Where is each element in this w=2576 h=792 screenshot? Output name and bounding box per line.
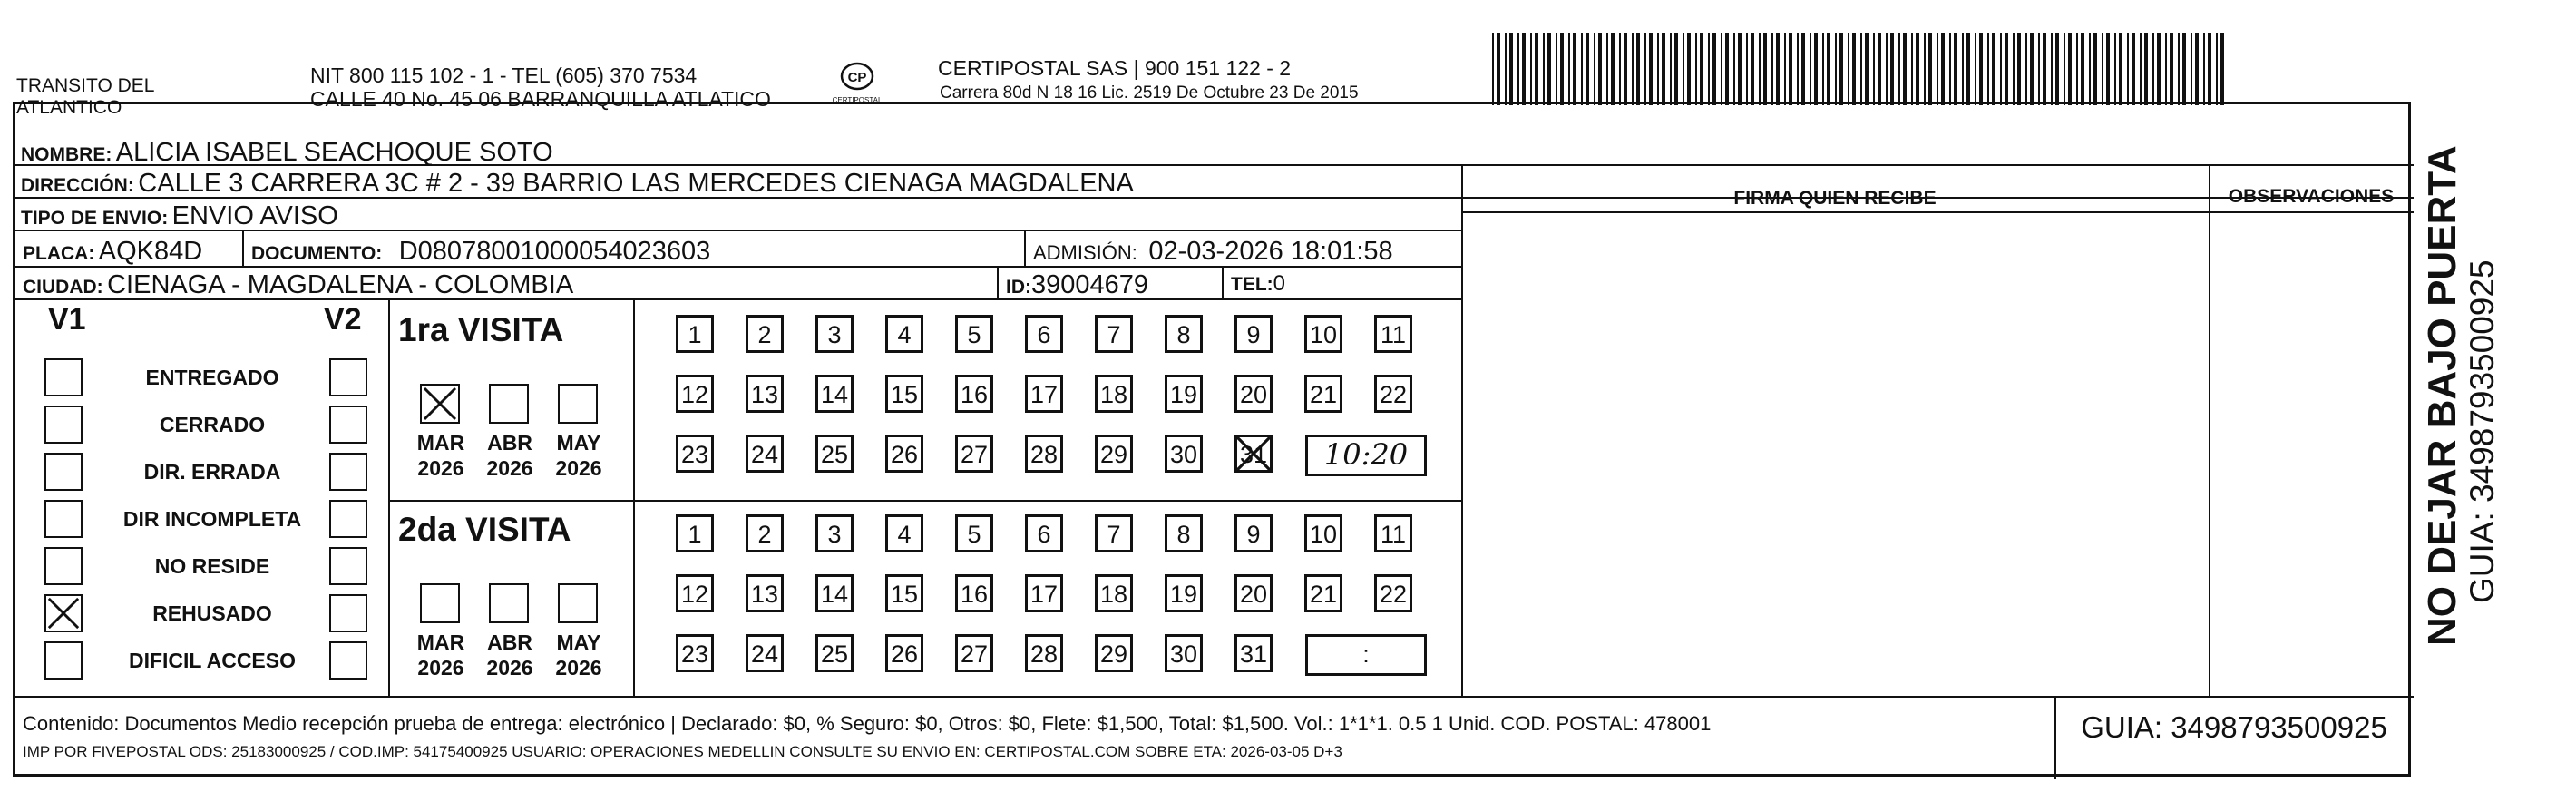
barcode-bar [2152,33,2154,105]
barcode-bar [1848,33,1849,105]
barcode-bar [1568,33,1570,105]
barcode-bar [1759,33,1761,105]
day-box-3[interactable]: 3 [815,514,854,552]
signature-area[interactable] [1465,215,2205,694]
day-box-12[interactable]: 12 [676,375,714,413]
barcode-bar [1873,33,1875,105]
day-box-4[interactable]: 4 [885,315,923,353]
barcode-bar [2119,33,2122,105]
month-checkbox[interactable] [420,583,460,623]
barcode-bar [1687,33,1691,105]
barcode-bar [1865,33,1869,105]
barcode-bar [2195,33,2199,105]
v1-checkbox[interactable] [44,453,83,491]
observations-header: OBSERVACIONES [2228,186,2395,207]
barcode-bar [1860,33,1862,105]
day-box-27[interactable]: 27 [955,634,993,672]
day-box-22[interactable]: 22 [1374,375,1412,413]
day-box-21[interactable]: 21 [1304,574,1342,612]
barcode-bar [1797,33,1799,105]
barcode-bar [1890,33,1894,105]
barcode-bar [1624,33,1627,105]
month-year: 2026 [555,456,602,480]
barcode-bar [2000,33,2002,105]
day-box-7[interactable]: 7 [1095,514,1133,552]
barcode-bar [1632,33,1634,105]
barcode-bar [1937,33,1938,105]
barcode-bar [1941,33,1945,105]
reason-label: REHUSADO [152,601,272,625]
admission-value: 02-03-2026 18:01:58 [1148,237,1393,266]
day-box-30[interactable]: 30 [1165,634,1203,672]
city-label: CIUDAD: [23,277,103,298]
barcode-bar [2178,33,2180,105]
barcode-bar [1789,33,1792,105]
barcode-bar [1560,33,1564,105]
barcode-bar [1581,33,1583,105]
day-box-15[interactable]: 15 [885,574,923,612]
admission-cell [1026,231,1461,266]
document-value: D08078001000054023603 [398,237,711,266]
barcode-bar [2038,33,2040,105]
barcode-bar [1636,33,1640,105]
barcode-bar [2144,33,2148,105]
day-box-12[interactable]: 12 [676,574,714,612]
name-row [15,134,2414,166]
month-checkbox[interactable] [489,384,529,424]
day-box-7[interactable]: 7 [1095,315,1133,353]
month-year: 2026 [555,656,602,680]
delivery-form [13,102,2411,777]
barcode [1492,33,2231,105]
day-box-31[interactable]: 31 [1234,435,1273,473]
day-box-29[interactable]: 29 [1095,435,1133,473]
barcode-bar [1644,33,1646,105]
v2-checkbox[interactable] [329,358,367,396]
send-type-row [15,199,1461,231]
barcode-bar [1708,33,1710,105]
city-value: CIENAGA - MAGDALENA - COLOMBIA [107,270,574,299]
v2-label: V2 [324,302,362,337]
day-box-22[interactable]: 22 [1374,574,1412,612]
month-year: 2026 [417,456,464,480]
barcode-bar [1987,33,1989,105]
barcode-bar [2132,33,2135,105]
barcode-bar [2025,33,2027,105]
barcode-bar [2089,33,2091,105]
day-box-9[interactable]: 9 [1234,514,1273,552]
send-type: ENVIO AVISO [171,201,338,230]
barcode-bar [1979,33,1983,105]
signature-header: FIRMA QUIEN RECIBE [1733,188,1937,209]
day-box-16[interactable]: 16 [955,375,993,413]
city-cell [15,268,999,298]
recipient-address: CALLE 3 CARRERA 3C # 2 - 39 BARRIO LAS MERCEDES CIENAGA MAGDALENA [138,169,1134,198]
barcode-bar [1700,33,1703,105]
barcode-bar [1497,33,1500,105]
barcode-bar [1573,33,1576,105]
v1-checkbox[interactable] [44,500,83,538]
barcode-bar [1916,33,1919,105]
day-box-31[interactable]: 31 [1234,634,1273,672]
day-box-9[interactable]: 9 [1234,315,1273,353]
day-box-24[interactable]: 24 [746,634,784,672]
document-label: DOCUMENTO: [251,243,383,264]
day-box-19[interactable]: 19 [1165,375,1203,413]
time-box[interactable]: : [1305,634,1427,676]
barcode-bar [2191,33,2192,105]
day-box-26[interactable]: 26 [885,435,923,473]
month-label: MAR [416,631,465,654]
barcode-bar [1886,33,1888,105]
day-box-26[interactable]: 26 [885,634,923,672]
barcode-bar [1670,33,1672,105]
day-box-17[interactable]: 17 [1025,574,1063,612]
sender-name-line1: TRANSITO DEL [16,75,155,96]
contents-line: Contenido: Documentos Medio recepción prueba de entrega: electrónico | Declarado: $0, % Seguro: $0, Otros: $0, Flete: $1,500, Total: $1,500. Vol.: 1*1*1. 0.5 1 Unid. COD. POSTAL: 478001 [23,712,1712,735]
barcode-bar [1975,33,1976,105]
barcode-bar [1733,33,1735,105]
sender-address: CALLE 40 No. 45 06 BARRANQUILLA ATLATICO [310,87,771,111]
barcode-bar [2220,33,2224,105]
plate-value: AQK84D [98,237,203,266]
barcode-bar [2064,33,2065,105]
barcode-bar [1535,33,1538,105]
v2-checkbox[interactable] [329,406,367,444]
barcode-bar [2203,33,2205,105]
barcode-bar [1657,33,1659,105]
day-box-20[interactable]: 20 [1234,574,1273,612]
recipient-name: ALICIA ISABEL SEACHOQUE SOTO [115,138,553,167]
barcode-bar [1619,33,1621,105]
barcode-bar [2076,33,2078,105]
day-box-18[interactable]: 18 [1095,574,1133,612]
sender-nit: NIT 800 115 102 - 1 - TEL (605) 370 7534 [310,64,698,87]
tel-value: 0 [1273,271,1286,296]
barcode-bar [2157,33,2161,105]
barcode-bar [1776,33,1780,105]
day-box-5[interactable]: 5 [955,514,993,552]
reason-label: DIR. ERRADA [143,460,281,484]
barcode-bar [2106,33,2110,105]
barcode-bar [1801,33,1805,105]
barcode-bar [1598,33,1602,105]
barcode-bar [1839,33,1843,105]
barcode-bar [2013,33,2015,105]
tel-label: TEL: [1231,274,1273,295]
day-box-8[interactable]: 8 [1165,514,1203,552]
barcode-bar [2093,33,2097,105]
barcode-bar [1738,33,1742,105]
v1-checkbox[interactable] [44,641,83,680]
day-box-10[interactable]: 10 [1304,315,1342,353]
barcode-bar [1784,33,1786,105]
day-box-14[interactable]: 14 [815,375,854,413]
day-box-18[interactable]: 18 [1095,375,1133,413]
barcode-bar [2005,33,2008,105]
id-value: 39004679 [1031,270,1149,299]
day-box-13[interactable]: 13 [746,375,784,413]
day-box-30[interactable]: 30 [1165,435,1203,473]
send-type-label: TIPO DE ENVIO: [21,208,169,229]
footer-guide: GUIA: 3498793500925 [2081,710,2387,744]
barcode-bar [1746,33,1748,105]
reason-label: ENTREGADO [145,366,279,389]
reason-label: DIFICIL ACCESO [128,649,296,672]
barcode-bar [1878,33,1881,105]
barcode-bar [1721,33,1722,105]
barcode-bar [1827,33,1830,105]
barcode-bar [1543,33,1545,105]
barcode-bar [1695,33,1697,105]
id-label: ID: [1006,277,1031,298]
barcode-bar [2081,33,2084,105]
tel-cell [1224,268,1461,298]
v1-label: V1 [48,302,86,337]
sender-name-line2: ATLANTICO [16,97,122,118]
print-line: IMP POR FIVEPOSTAL ODS: 25183000925 / COD.IMP: 54175400925 USUARIO: OPERACIONES MEDELLIN CONSULTE SU ENVIO EN: CERTIPOSTAL.COM SOBRE ETA: 2026-03-05 D+3 [23,743,1342,760]
v2-checkbox[interactable] [329,453,367,491]
barcode-bar [1725,33,1729,105]
day-box-28[interactable]: 28 [1025,435,1063,473]
day-box-11[interactable]: 11 [1374,514,1412,552]
day-box-2[interactable]: 2 [746,514,784,552]
barcode-bar [1517,33,1519,105]
day-box-13[interactable]: 13 [746,574,784,612]
courier-name: CERTIPOSTAL SAS | 900 151 122 - 2 [938,56,1292,80]
barcode-bar [1505,33,1507,105]
barcode-bar [1530,33,1532,105]
day-box-4[interactable]: 4 [885,514,923,552]
day-box-16[interactable]: 16 [955,574,993,612]
barcode-bar [1852,33,1856,105]
barcode-bar [1771,33,1773,105]
barcode-bar [2051,33,2053,105]
courier-logo-text: CERTIPOSTAL [832,96,883,104]
month-label: MAY [556,631,601,654]
side-warning: NO DEJAR BAJO PUERTA [2420,145,2464,646]
barcode-bar [1928,33,1932,105]
barcode-bar [1594,33,1595,105]
barcode-bar [2043,33,2046,105]
barcode-bar [1835,33,1837,105]
barcode-bar [1683,33,1684,105]
day-box-23[interactable]: 23 [676,634,714,672]
barcode-bar [1763,33,1767,105]
barcode-bar [1649,33,1653,105]
barcode-bar [1751,33,1754,105]
day-box-24[interactable]: 24 [746,435,784,473]
barcode-bar [1606,33,1608,105]
month-year: 2026 [417,656,464,680]
observations-area[interactable] [2212,215,2410,694]
v2-checkbox[interactable] [329,547,367,585]
day-box-1[interactable]: 1 [676,315,714,353]
day-box-11[interactable]: 11 [1374,315,1412,353]
day-box-29[interactable]: 29 [1095,634,1133,672]
barcode-bar [2170,33,2173,105]
month-year: 2026 [486,656,533,680]
visit2-title: 2da VISITA [398,511,571,548]
admission-label: ADMISIÓN: [1033,241,1137,264]
plate-row [15,231,1461,268]
barcode-bar [2208,33,2211,105]
month-year: 2026 [486,456,533,480]
barcode-bar [2055,33,2059,105]
month-checkbox[interactable] [558,583,598,623]
visit1-title: 1ra VISITA [398,311,564,348]
city-row [15,268,1461,300]
month-label: MAR [416,431,465,455]
barcode-bar [1898,33,1900,105]
barcode-bar [2030,33,2034,105]
barcode-bar [2127,33,2129,105]
v1-checkbox[interactable] [44,594,83,632]
barcode-bar [1586,33,1589,105]
svg-text:CP: CP [847,70,867,85]
day-box-28[interactable]: 28 [1025,634,1063,672]
barcode-bar [2216,33,2218,105]
day-box-19[interactable]: 19 [1165,574,1203,612]
month-label: ABR [487,631,532,654]
v2-checkbox[interactable] [329,500,367,538]
day-box-23[interactable]: 23 [676,435,714,473]
barcode-bar [1966,33,1970,105]
courier-address: Carrera 80d N 18 16 Lic. 2519 De Octubre 23 De 2015 [940,83,1359,103]
month-checkbox[interactable] [420,384,460,424]
barcode-bar [2068,33,2072,105]
barcode-bar [1674,33,1678,105]
barcode-bar [2140,33,2142,105]
name-label: NOMBRE: [21,144,112,165]
barcode-bar [1814,33,1818,105]
barcode-bar [1712,33,1716,105]
day-box-3[interactable]: 3 [815,315,854,353]
day-box-1[interactable]: 1 [676,514,714,552]
barcode-bar [1509,33,1513,105]
address-label: DIRECCIÓN: [21,175,134,196]
day-box-2[interactable]: 2 [746,315,784,353]
v2-checkbox[interactable] [329,594,367,632]
time-box[interactable]: 10:20 [1305,435,1427,476]
side-guide: GUIA: 3498793500925 [2464,259,2501,603]
document-cell [244,231,1026,266]
barcode-bar [1556,33,1557,105]
barcode-bar [1962,33,1964,105]
reason-label: DIR INCOMPLETA [122,507,302,531]
v1-checkbox[interactable] [44,547,83,585]
id-cell [999,268,1224,298]
month-label: MAY [556,431,601,455]
day-box-25[interactable]: 25 [815,435,854,473]
barcode-bar [1903,33,1907,105]
day-check-mark [1234,435,1273,473]
day-box-14[interactable]: 14 [815,574,854,612]
barcode-bar [1522,33,1526,105]
day-box-8[interactable]: 8 [1165,315,1203,353]
day-box-6[interactable]: 6 [1025,315,1063,353]
month-label: ABR [487,431,532,455]
barcode-bar [2114,33,2116,105]
barcode-bar [1662,33,1665,105]
barcode-bar [2182,33,2186,105]
barcode-bar [1492,33,1494,105]
barcode-bar [2017,33,2021,105]
barcode-bar [1924,33,1926,105]
plate-label: PLACA: [23,243,95,264]
day-box-5[interactable]: 5 [955,315,993,353]
barcode-bar [2102,33,2103,105]
barcode-bar [1949,33,1951,105]
day-box-10[interactable]: 10 [1304,514,1342,552]
barcode-bar [1911,33,1913,105]
day-box-6[interactable]: 6 [1025,514,1063,552]
day-box-15[interactable]: 15 [885,375,923,413]
day-box-17[interactable]: 17 [1025,375,1063,413]
day-box-20[interactable]: 20 [1234,375,1273,413]
day-box-25[interactable]: 25 [815,634,854,672]
reason-label: NO RESIDE [154,554,270,578]
month-checkbox[interactable] [489,583,529,623]
day-box-21[interactable]: 21 [1304,375,1342,413]
barcode-bar [1547,33,1551,105]
barcode-bar [1954,33,1957,105]
reason-label: CERRADO [159,413,266,436]
barcode-bar [1992,33,1995,105]
barcode-bar [1822,33,1824,105]
v1-checkbox[interactable] [44,406,83,444]
day-box-27[interactable]: 27 [955,435,993,473]
barcode-bar [2165,33,2167,105]
plate-cell [15,231,244,266]
barcode-bar [1810,33,1811,105]
v2-checkbox[interactable] [329,641,367,680]
month-checkbox[interactable] [558,384,598,424]
barcode-bar [1611,33,1615,105]
v1-checkbox[interactable] [44,358,83,396]
